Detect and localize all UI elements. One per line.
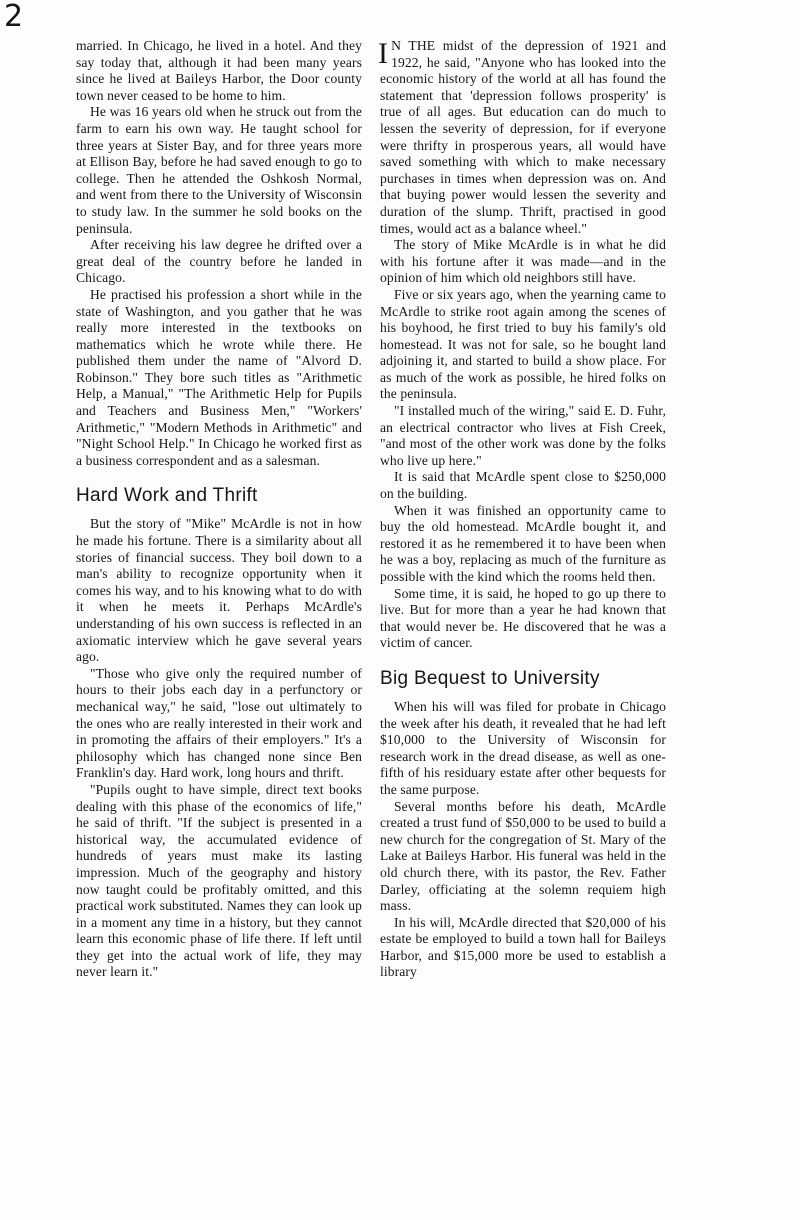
paragraph: "Those who give only the required number of hours to their jobs each day in a perfunctory or mechanical way," he said, "lose out ultimately to the ones who are really interested in their work and in promoting the affairs of their employers." It's a philosophy which has changed none since Ben Franklin's day. Hard work, long hours and thrift. — [76, 665, 362, 781]
lead-text: N THE midst of the depression of 1921 and 1922, he said, "Anyone who has looked into the economic history of the world at all has found the statement that 'depression follows prosperity' is true of all ages. But education can do much to lessen the severity of depression, for if everyone were thrifty in prosperous years, all would have saved something with which to make necessary purchases in times when depression was on. And that buying power would lessen the severity and duration of the slump. Thrift, practised in good times, would act as a balance wheel." — [380, 38, 666, 236]
paragraph: When his will was filed for probate in Chicago the week after his death, it revealed that he had left $10,000 to the University of Wisconsin for research work in the dread disease, as well as one-fifth of his residuary estate after other bequests for the same purpose. — [380, 698, 666, 797]
paragraph: married. In Chicago, he lived in a hotel. And they say today that, although it had been many years since he lived at Baileys Harbor, the Door county town never ceased to be home to him. — [76, 38, 362, 103]
paragraph: Five or six years ago, when the yearning came to McArdle to strike root again among the scenes of his boyhood, he first tried to buy his family's old homestead. It was not for sale, so he bought land adjoining it, and started to build a show place. For as much of the work as possible, he hired folks on the peninsula. — [380, 286, 666, 402]
paragraph: The story of Mike McArdle is in what he did with his fortune after it was made—and in the opinion of him which old neighbors still have. — [380, 237, 666, 286]
drop-cap: I — [378, 37, 389, 70]
paragraph: Some time, it is said, he hoped to go up there to live. But for more than a year he had known that that would never be. He discovered that he was a victim of cancer. — [380, 585, 666, 651]
paragraph: It is said that McArdle spent close to $250,000 on the building. — [380, 469, 666, 502]
section-heading-hard-work: Hard Work and Thrift — [76, 485, 258, 507]
paragraph: When it was finished an opportunity came to buy the old homestead. McArdle bought it, and restored it as he remembered it to have been when he was a boy, replacing as much of the furniture as possible with the kind which the rooms held then. — [380, 502, 666, 584]
paragraph: After receiving his law degree he drifted over a great deal of the country before he landed in Chicago. — [76, 237, 362, 286]
paragraph: "I installed much of the wiring," said E. D. Fuhr, an electrical contractor who lives at Fish Creek, "and most of the other work was done by the folks who live up here." — [380, 403, 666, 468]
paragraph: In his will, McArdle directed that $20,000 of his estate be employed to build a town hall for Baileys Harbor, and $15,000 more be used to establish a library — [380, 914, 666, 980]
page-number: 2 — [4, 0, 24, 34]
paragraph: Several months before his death, McArdle created a trust fund of $50,000 to be used to build a new church for the congregation of St. Mary of the Lake at Baileys Harbor. His funeral was held in the old church there, with its pastor, the Rev. Father Darley, officiating at the solemn requiem high mass. — [380, 798, 666, 914]
paragraph: But the story of "Mike" McArdle is not in how he made his fortune. There is a similarity about all stories of financial success. They boil down to a man's ability to recognize opportunity when it comes his way, and to his knowing what to do with it when he meets it. Perhaps McArdle's understanding of his own success is reflected in an axiomatic interview which he gave several years ago. — [76, 516, 362, 665]
left-column — [76, 38, 362, 981]
paragraph: He was 16 years old when he struck out from the farm to earn his own way. He taught school for three years at Sister Bay, and for three years more at Ellison Bay, before he had saved enough to go to college. Then he attended the Oshkosh Normal, and went from there to the University of Wisconsin to study law. In the summer he sold books on the peninsula. — [76, 104, 362, 236]
section-heading-big-bequest: Big Bequest to University — [380, 667, 600, 689]
paragraph-lead — [380, 38, 666, 237]
right-column — [380, 38, 666, 981]
paragraph: He practised his profession a short while in the state of Washington, and you gather that he was really more interested in the textbooks on mathematics which he wrote while there. He published them under the name of "Alvord D. Robinson." They bore such titles as "Arithmetic Help, a Manual," "The Arithmetic Help for Pupils and Teachers and Business Men," "Workers' Arithmetic," "Modern Methods in Arithmetic" and "Night School Help." In Chicago he worked first as a business correspondent and as a salesman. — [76, 286, 362, 468]
paragraph: "Pupils ought to have simple, direct text books dealing with this phase of the economics of life," he said of thrift. "If the subject is presented in a historical way, the accumulated evidence of hundreds of years must make its lasting impression. Much of the geography and history now taught could be profitably omitted, and this practical work substituted. Names they can look up in a moment any time in a history, but they cannot learn this economic phase of life there. If left until they get into the actual work of life, they may never learn it." — [76, 781, 362, 980]
